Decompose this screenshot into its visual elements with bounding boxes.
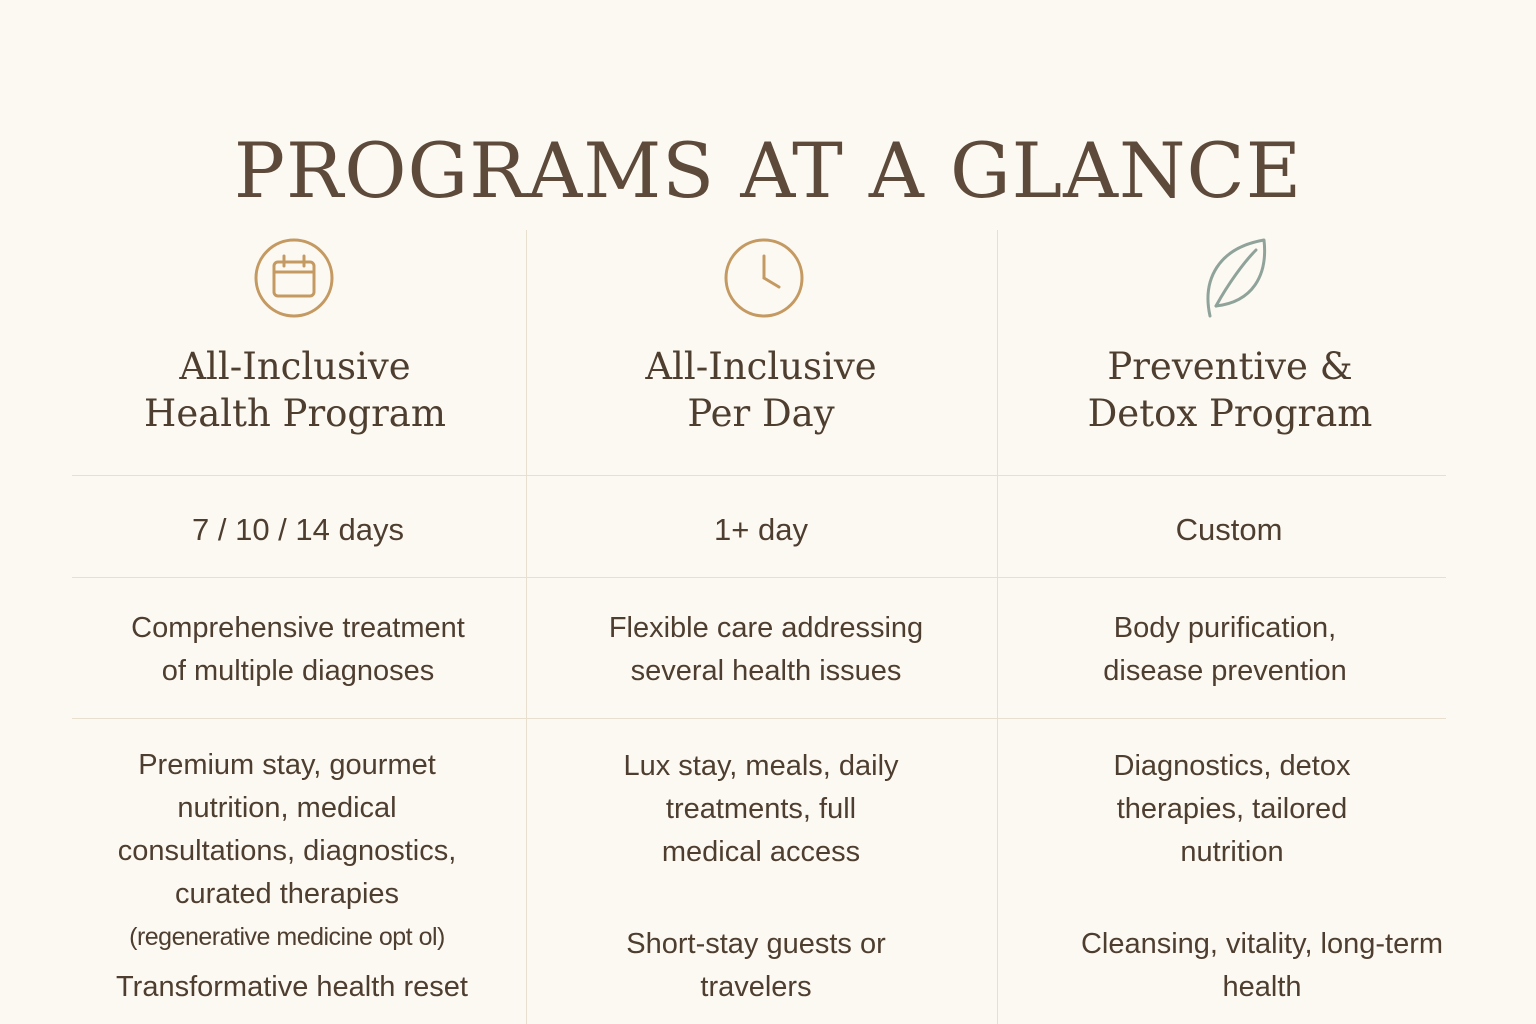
row-divider [72, 718, 1446, 719]
program-ideal-for: Cleansing, vitality, long-term health [1080, 928, 1444, 1003]
program-duration: Custom [1175, 512, 1283, 547]
clock-icon [722, 236, 806, 320]
program-name: Preventive & Detox Program [1087, 345, 1373, 435]
page-title: PROGRAMS AT A GLANCE [233, 125, 1303, 215]
program-includes: Premium stay, gourmet nutrition, medical consultations, diagnostics, curated therapies [117, 749, 457, 910]
program-name: All-Inclusive Per Day [645, 345, 877, 435]
program-duration: 1+ day [714, 512, 808, 547]
column-divider [997, 230, 998, 1024]
program-ideal-for: Transformative health reset [116, 971, 468, 1003]
program-focus: Body purification, disease prevention [1103, 612, 1347, 687]
program-focus: Comprehensive treatment of multiple diagnoses [131, 612, 465, 687]
program-includes: Lux stay, meals, daily treatments, full medical access [623, 750, 899, 868]
row-divider [72, 577, 1446, 578]
program-includes: Diagnostics, detox therapies, tailored nutrition [1113, 750, 1351, 868]
calendar-icon [252, 236, 336, 320]
program-focus: Flexible care addressing several health issues [608, 612, 924, 687]
program-note: (regenerative medicine opt ol) [129, 923, 445, 951]
column-divider [526, 230, 527, 1024]
program-name: All-Inclusive Health Program [144, 345, 446, 435]
program-duration: 7 / 10 / 14 days [192, 512, 404, 547]
row-divider [72, 475, 1446, 476]
leaf-icon [1194, 236, 1278, 320]
program-ideal-for: Short-stay guests or travelers [626, 928, 886, 1003]
